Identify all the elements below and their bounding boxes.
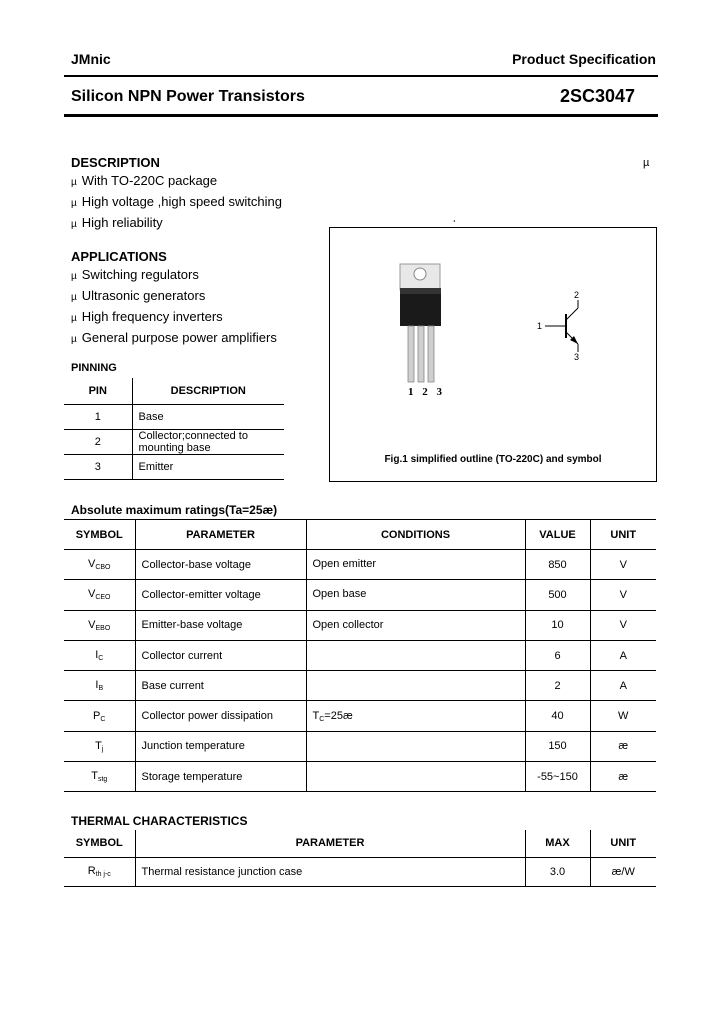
value-cell: 150 — [525, 731, 590, 761]
symbol-pin-collector: 2 — [574, 290, 580, 300]
table-header-row — [64, 378, 284, 404]
unit-cell: W — [590, 701, 656, 731]
stray-mark: µ — [643, 157, 650, 169]
value-cell: 40 — [525, 701, 590, 731]
symbol-main: V — [87, 588, 96, 601]
symbol-cell — [64, 762, 135, 792]
parameter-cell: Thermal resistance junction case — [135, 857, 525, 886]
unit-cell: æ — [590, 762, 656, 792]
symbol-sub: C — [100, 715, 106, 723]
table-row — [64, 610, 656, 640]
condition-main: T — [312, 709, 320, 722]
bullet-mark: µ — [71, 177, 77, 188]
pin-number: 2 — [64, 429, 132, 454]
pin-description: Collector;connected to mounting base — [132, 429, 284, 454]
value-cell: 10 — [525, 610, 590, 640]
value-cell: 500 — [525, 580, 590, 610]
unit-cell: æ/W — [590, 857, 656, 886]
conditions-cell — [306, 550, 525, 580]
description-list — [71, 171, 282, 234]
value-cell: 6 — [525, 640, 590, 670]
conditions-cell — [306, 762, 525, 792]
symbol-pin-emitter: 3 — [574, 352, 580, 362]
symbol-sub: j — [101, 745, 104, 753]
table-row — [64, 580, 656, 610]
conditions-cell — [306, 671, 525, 701]
symbol-cell — [64, 671, 135, 701]
company-name: JMnic — [71, 51, 111, 67]
symbol-main: R — [87, 865, 96, 877]
applications-heading: APPLICATIONS — [71, 249, 167, 264]
col-header-value: VALUE — [525, 520, 590, 550]
symbol-cell — [64, 640, 135, 670]
symbol-main: T — [91, 770, 98, 783]
parameter-cell: Collector current — [135, 640, 306, 670]
condition-main: Open collector — [312, 618, 384, 631]
unit-cell: A — [590, 671, 656, 701]
value-cell: -55~150 — [525, 762, 590, 792]
package-figure — [329, 227, 657, 482]
symbol-main: V — [88, 618, 96, 631]
col-header-unit: UNIT — [590, 520, 656, 550]
parameter-cell: Storage temperature — [135, 762, 306, 792]
symbol-main: V — [87, 558, 96, 571]
condition-tail: =25æ — [324, 709, 353, 722]
parameter-cell: Emitter-base voltage — [135, 610, 306, 640]
symbol-sub: CEO — [95, 594, 111, 602]
list-item-text: High reliability — [81, 215, 163, 230]
unit-cell: V — [590, 610, 656, 640]
col-header-unit: UNIT — [590, 830, 656, 857]
condition-sub: C — [319, 715, 325, 723]
symbol-sub: CBO — [95, 564, 111, 572]
parameter-cell: Base current — [135, 671, 306, 701]
conditions-cell — [306, 701, 525, 731]
pinning-heading: PINNING — [71, 362, 117, 374]
list-item-text: High voltage ,high speed switching — [81, 194, 282, 209]
list-item — [71, 265, 277, 286]
list-item-text: Ultrasonic generators — [81, 288, 206, 303]
pin-description: Base — [132, 404, 284, 429]
col-header-parameter: PARAMETER — [135, 520, 306, 550]
parameter-cell: Collector-emitter voltage — [135, 580, 306, 610]
unit-cell: V — [590, 580, 656, 610]
table-row — [64, 857, 656, 886]
table-row — [64, 640, 656, 670]
col-header-parameter: PARAMETER — [135, 830, 525, 857]
list-item — [71, 307, 277, 328]
ratings-table — [64, 519, 656, 792]
applications-list — [71, 265, 277, 349]
table-row — [64, 731, 656, 761]
figure-caption: Fig.1 simplified outline (TO-220C) and symbol — [384, 454, 602, 465]
pin-number: 1 — [64, 404, 132, 429]
col-header-pin: PIN — [64, 378, 132, 404]
symbol-cell — [64, 701, 135, 731]
max-cell: 3.0 — [525, 857, 590, 886]
col-header-symbol: SYMBOL — [64, 520, 135, 550]
parameter-cell: Junction temperature — [135, 731, 306, 761]
ratings-heading: Absolute maximum ratings(Ta=25æ) — [71, 503, 278, 517]
conditions-cell — [306, 731, 525, 761]
conditions-cell — [306, 610, 525, 640]
condition-main: Open emitter — [312, 558, 377, 571]
list-item — [71, 192, 282, 213]
pin-number: 3 — [64, 454, 132, 479]
table-header-row — [64, 520, 656, 550]
thermal-heading: THERMAL CHARACTERISTICS — [71, 814, 248, 828]
symbol-main: I — [95, 649, 99, 662]
table-row — [64, 404, 284, 429]
part-number: 2SC3047 — [560, 86, 636, 106]
list-item — [71, 171, 282, 192]
symbol-main: P — [93, 709, 101, 722]
table-row — [64, 429, 284, 454]
parameter-cell: Collector power dissipation — [135, 701, 306, 731]
bullet-mark: µ — [71, 198, 77, 209]
table-row — [64, 701, 656, 731]
pin-description: Emitter — [132, 454, 284, 479]
ratings-body — [64, 550, 656, 792]
to220-package-illustration — [330, 228, 656, 448]
table-row — [64, 454, 284, 479]
col-header-description: DESCRIPTION — [132, 378, 284, 404]
bullet-mark: µ — [71, 313, 77, 324]
table-row — [64, 671, 656, 701]
bullet-mark: µ — [71, 334, 77, 345]
list-item-text: General purpose power amplifiers — [81, 330, 277, 345]
conditions-cell — [306, 580, 525, 610]
unit-cell: A — [590, 640, 656, 670]
conditions-cell — [306, 640, 525, 670]
symbol-sub: th j-c — [95, 871, 111, 878]
symbol-pin-base: 1 — [537, 321, 543, 331]
list-item-text: High frequency inverters — [81, 309, 223, 324]
value-cell: 2 — [525, 671, 590, 701]
symbol-main: I — [95, 679, 99, 692]
header-rule — [64, 75, 658, 77]
spec-label: Product Specification — [512, 51, 656, 67]
table-row — [64, 550, 656, 580]
list-item — [71, 213, 282, 234]
col-header-symbol: SYMBOL — [64, 830, 135, 857]
bullet-mark: µ — [71, 292, 77, 303]
col-header-conditions: CONDITIONS — [306, 520, 525, 550]
symbol-cell — [64, 731, 135, 761]
description-heading: DESCRIPTION — [71, 155, 160, 170]
value-cell: 850 — [525, 550, 590, 580]
document-title: Silicon NPN Power Transistors — [71, 88, 305, 105]
title-rule — [64, 114, 658, 117]
list-item-text: With TO-220C package — [81, 173, 218, 188]
thermal-table — [64, 830, 656, 887]
symbol-sub: stg — [97, 776, 108, 784]
list-item-text: Switching regulators — [81, 267, 199, 282]
table-row — [64, 762, 656, 792]
parameter-cell: Collector-base voltage — [135, 550, 306, 580]
symbol-sub: C — [98, 655, 104, 663]
symbol-sub: B — [98, 685, 104, 693]
package-pin-labels: 1 2 3 — [408, 386, 445, 398]
symbol-cell — [64, 550, 135, 580]
symbol-cell — [64, 580, 135, 610]
unit-cell: V — [590, 550, 656, 580]
stray-dot: ¸ — [453, 212, 456, 222]
symbol-sub: EBO — [95, 624, 111, 632]
symbol-cell — [64, 857, 135, 886]
pinning-table — [64, 378, 284, 480]
condition-main: Open base — [312, 588, 367, 601]
table-header-row — [64, 830, 656, 857]
bullet-mark: µ — [71, 219, 77, 230]
symbol-cell — [64, 610, 135, 640]
col-header-max: MAX — [525, 830, 590, 857]
bullet-mark: µ — [71, 271, 77, 282]
list-item — [71, 286, 277, 307]
unit-cell: æ — [590, 731, 656, 761]
symbol-main: T — [95, 739, 102, 752]
list-item — [71, 328, 277, 349]
